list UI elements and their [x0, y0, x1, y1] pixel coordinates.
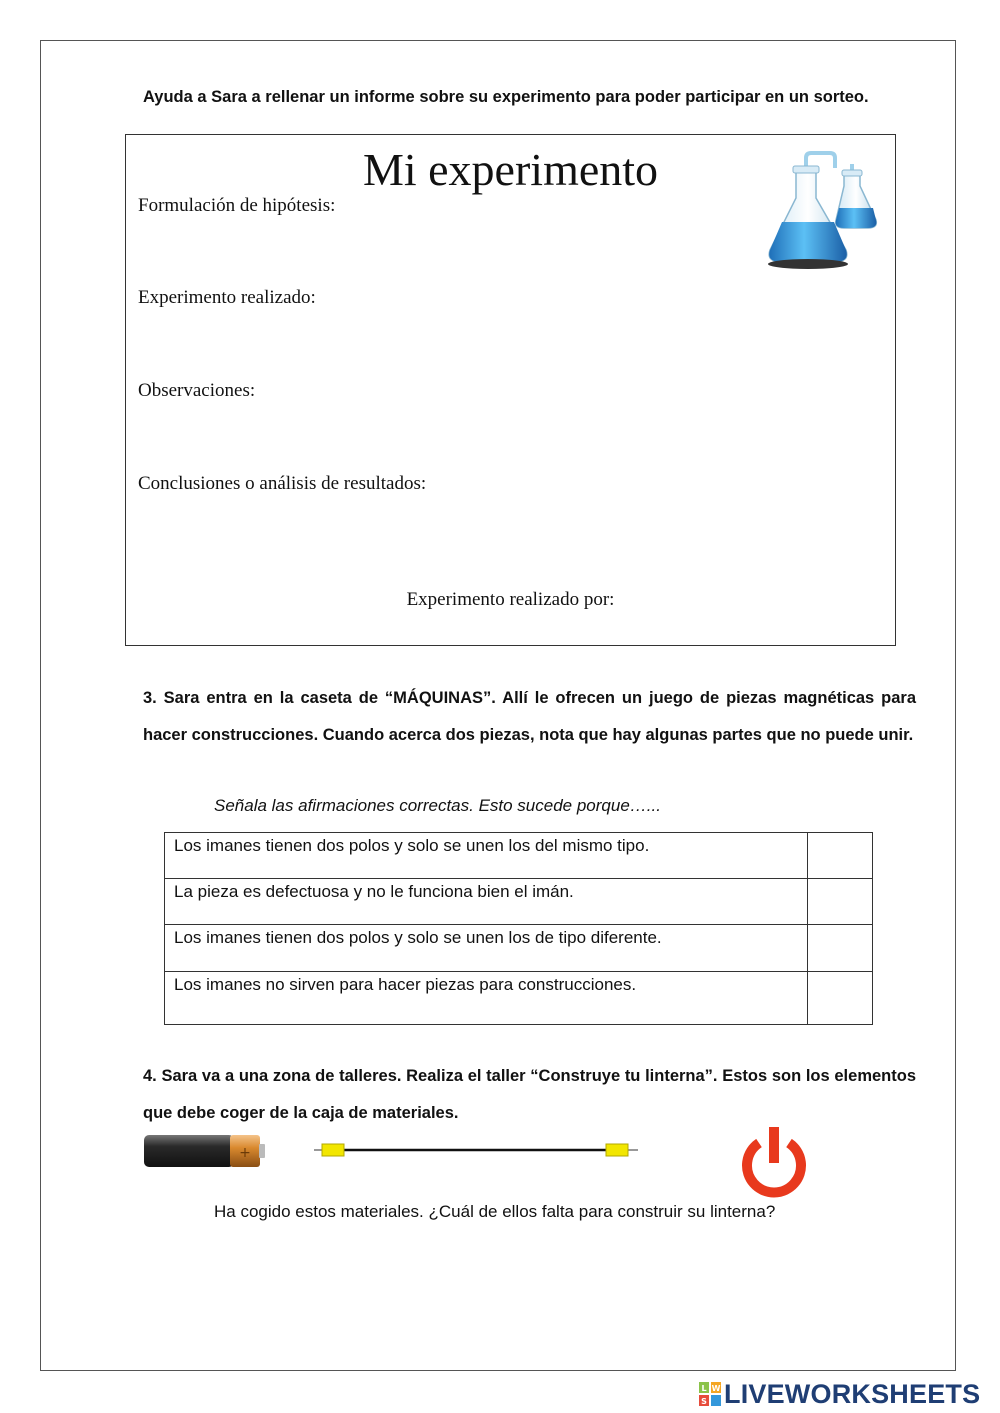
- field-observations: Observaciones:: [138, 380, 256, 401]
- option-text: Los imanes tienen dos polos y solo se unen los del mismo tipo.: [165, 833, 808, 879]
- experiment-title: Mi experimento: [362, 144, 659, 195]
- chemistry-flask-icon: [764, 150, 882, 272]
- svg-text:L: L: [701, 1384, 707, 1393]
- option-checkbox[interactable]: [808, 833, 873, 879]
- field-hypothesis: Formulación de hipótesis:: [138, 195, 336, 216]
- power-switch-icon: [737, 1125, 811, 1203]
- svg-text:W: W: [711, 1384, 721, 1393]
- question-4-prompt: Ha cogido estos materiales. ¿Cuál de ellos falta para construir su linterna?: [214, 1202, 776, 1221]
- electric-cable-icon: [312, 1140, 640, 1160]
- option-checkbox[interactable]: [808, 925, 873, 972]
- liveworksheets-brand: [698, 1377, 980, 1411]
- battery-plus-sign: +: [239, 1145, 251, 1161]
- option-text: Los imanes no sirven para hacer piezas para construcciones.: [165, 972, 808, 1025]
- option-checkbox[interactable]: [808, 879, 873, 925]
- field-performed-by: Experimento realizado por:: [406, 589, 615, 610]
- table-row: [165, 833, 873, 879]
- battery-icon: [142, 1132, 268, 1170]
- answer-options-table: [164, 832, 873, 1025]
- liveworksheets-logo-icon: [698, 1381, 722, 1407]
- intro-text: Ayuda a Sara a rellenar un informe sobre su experimento para poder participar en un sorteo.: [143, 88, 869, 106]
- table-row: [165, 879, 873, 925]
- question-4-text: 4. Sara va a una zona de talleres. Realiza el taller “Construye tu linterna”. Estos son los elementos que debe coger de la caja de materiales.: [143, 1067, 916, 1122]
- question-3-instruction: Señala las afirmaciones correctas. Esto sucede porque…...: [214, 796, 661, 815]
- option-text: Los imanes tienen dos polos y solo se unen los de tipo diferente.: [165, 925, 808, 972]
- brand-name: LIVEWORKSHEETS: [724, 1378, 981, 1409]
- svg-text:S: S: [701, 1397, 707, 1406]
- table-row: [165, 925, 873, 972]
- field-experiment: Experimento realizado:: [138, 287, 316, 308]
- field-conclusions: Conclusiones o análisis de resultados:: [138, 473, 427, 494]
- table-row: [165, 972, 873, 1025]
- option-checkbox[interactable]: [808, 972, 873, 1025]
- option-text: La pieza es defectuosa y no le funciona bien el imán.: [165, 879, 808, 925]
- question-3-text: 3. Sara entra en la caseta de “MÁQUINAS”. Allí le ofrecen un juego de piezas magnéticas para hacer construcciones. Cuando acerca dos piezas, nota que hay algunas partes que no puede unir.: [143, 689, 916, 744]
